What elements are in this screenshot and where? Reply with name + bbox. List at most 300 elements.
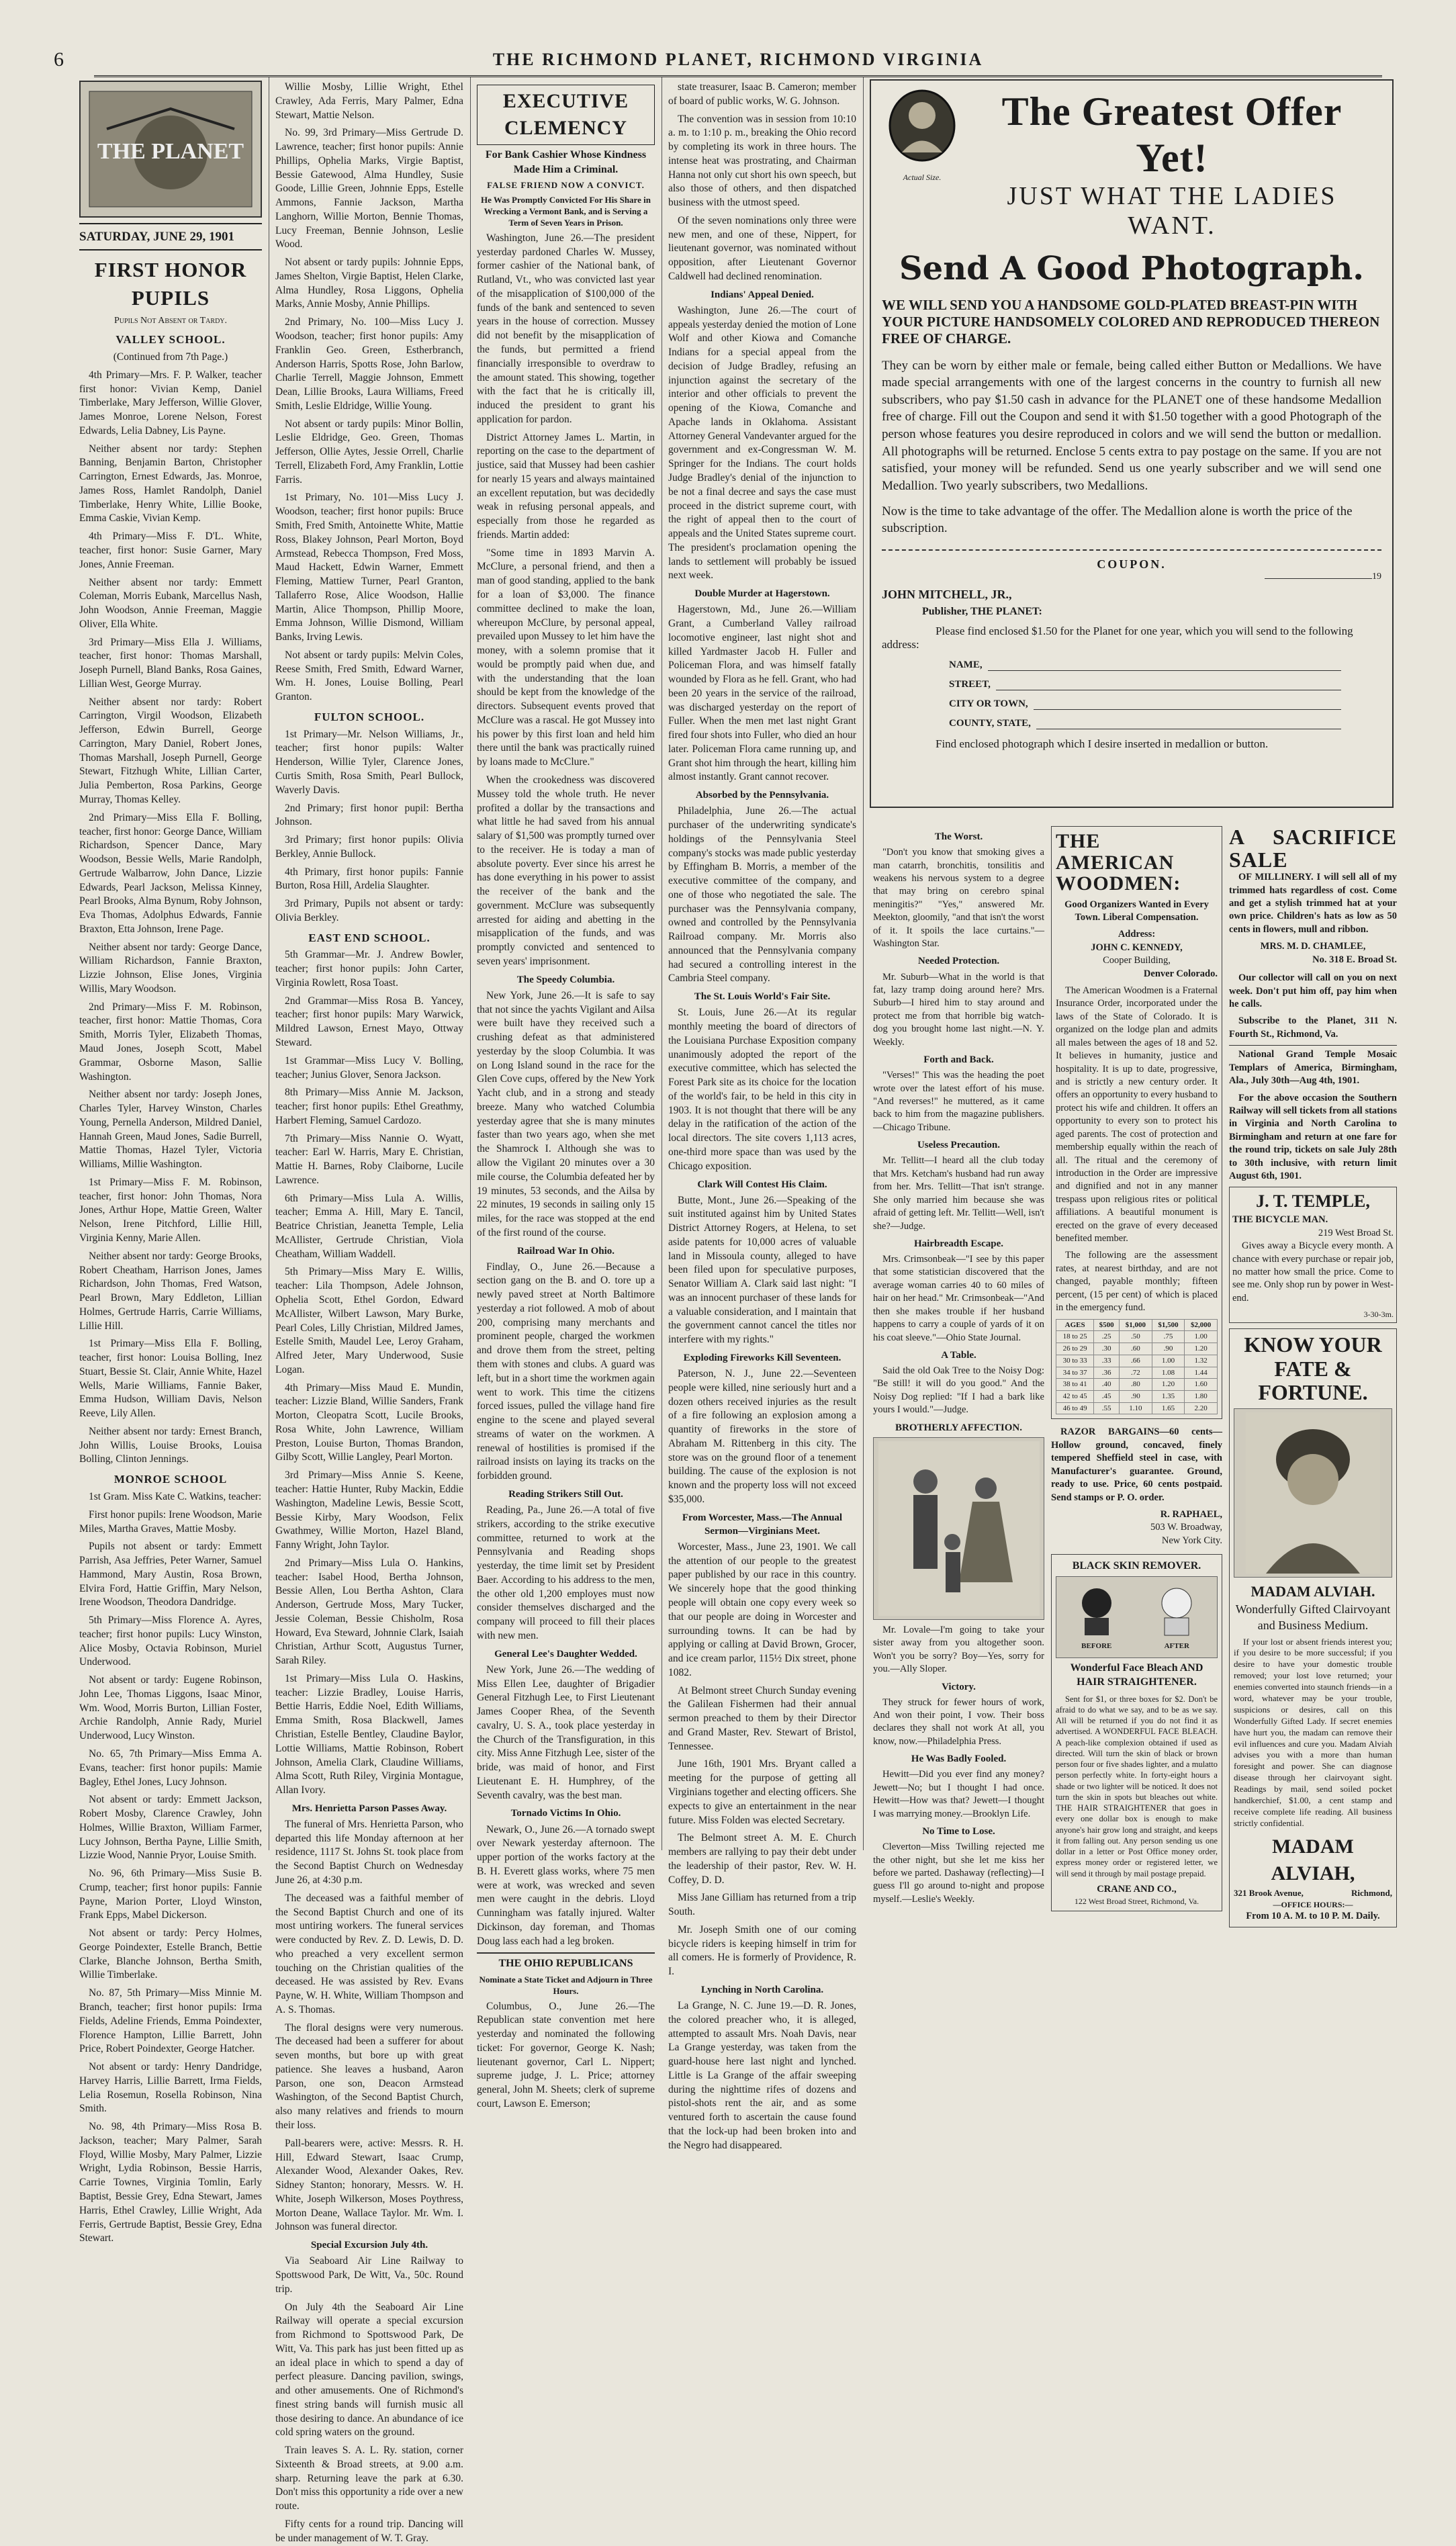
article-paragraph: Columbus, O., June 26.—The Republican state convention met here yesterday and nominated the following ticket: For governor, George K. Nash; lieutenant governor, Carl L. Nippert; supreme judge, J. L. Price; attorney general, John M. Sheets; clerk of supreme court, Lawson E. Emerson; [477, 2000, 655, 2109]
honor-paragraph: Not absent or tardy: Emmett Jackson, Robert Mosby, Clarence Crawley, John Holmes, Willie Braxton, William Farmer, Lucy Johnson, Bertha Payne, Lillie Smith, Lizzie Wood, Nannie Pryor, Louise Smith. [79, 1794, 262, 1862]
honor-paragraph: 8th Primary—Miss Annie M. Jackson, teacher; first honor pupils: Ethel Greathmy, Harbert Fleming, Samuel Cardozo. [275, 1087, 463, 1126]
honor-paragraph: 2nd Primary—Miss F. M. Robinson, teacher, first honor: Mattie Thomas, Cora Smith, Morris Tyler, Elizabeth Thomas, Maud Jones, Joseph Scott, Mabel Grammar, Osborne Mason, Sallie Washington. [79, 1001, 262, 1083]
article-paragraph: Pall-bearers were, active: Messrs. R. H. Hill, Edward Stewart, Isaac Crump, Alexander Wood, Alexander Oakes, Rev. Sidney Stanton; honorary, Messrs. W. H. White, Joseph Wilkerson, Moses Poythress, Morton Deane, Wallace Taylor. Mr. Wm. I. Johnson was funeral director. [275, 2137, 463, 2233]
coupon-field[interactable] [949, 718, 1341, 729]
article-paragraph: At Belmont street Church Sunday evening the Galilean Fishermen had their annual sermon preached to them by their Director and Grand Master, Rev. Stewart of Bristol, Tennessee. [668, 1684, 856, 1752]
honor-paragraph: 6th Primary—Miss Lula A. Willis, teacher; Emma A. Hill, Mary E. Tancil, Beatrice Christian, Jeanetta Temple, Lelia McAllister, Gertrude Christian, Viola Cheatham, William Waddell. [275, 1192, 463, 1260]
article-paragraph: Findlay, O., June 26.—Because a section gang on the B. and O. tore up a newly paved street at North Baltimore yesterday a riot followed. A mob of about 200, comprising many merchants and prominent people, charged the workmen and drove them from the street, pelting them with stones and clubs. A guard was left, but in a short time the workmen again went to work. This time the citizens forced issues, pulled the village hand fire engine to the scene and played several streams of water on the workmen. A renewal of hostilities is promised if the railroad insists on laying its tracks on the forbidden ground. [477, 1261, 655, 1482]
article-paragraph: "Some time in 1893 Marvin A. McClure, a personal friend, and then a man of good standing, applied to the bank for a loan of $3,000. The finance committee declined to make the loan, whereupon McClure, by personal appeal, prevailed upon Mussey to let him have the money, with a solemn promise that it would be promptly paid when due, and with the understanding that the loan should be kept from the knowledge of the directors. Subsequent events proved that McClure was a rascal. He got Mussey into his power by this first loan and held him there until the bank was practically ruined by loans made to McClure." [477, 547, 655, 768]
article-deck: FALSE FRIEND NOW A CONVICT. [487, 180, 645, 191]
rates-cell: .60 [1120, 1343, 1152, 1355]
honor-paragraph: 4th Primary—Miss F. D'L. White, teacher, first honor: Susie Garner, Mary Jones, Annie Freeman. [79, 531, 262, 570]
coupon-addressee: JOHN MITCHELL, JR., [882, 587, 1012, 601]
honor-paragraph: 1st Grammar—Miss Lucy V. Bolling, teacher; Junius Glover, Senora Jackson. [275, 1054, 463, 1081]
office-hours: From 10 A. M. to 10 P. M. Daily. [1246, 1910, 1380, 1921]
coupon-year: 19 [882, 572, 1381, 582]
honor-paragraph: No. 87, 5th Primary—Miss Minnie M. Branch, teacher; first honor pupils: Irma Fields, Adeline Friends, Emma Poindexter, Florence Hampton, Lillie Barrett, John Price, Robert Poindexter, George Hatcher. [79, 1987, 262, 2055]
article-paragraph: La Grange, N. C. June 19.—D. R. Jones, the colored preacher who, it is alleged, attempted to assault Mrs. Noah Davis, near La Grange yesterday, was taken from the guard-house here last night and lynched. Little is La Grange of the affair sweeping during the nighttime rifes of dozens and pistol-shots rent the air, and as some ventured forth to ascertain the cause found that the lock-up had been broken into and the Negro had disappeared. [668, 2000, 856, 2151]
honor-paragraph: 3rd Primary—Miss Annie S. Keene, teacher: Hattie Hunter, Ruby Mackin, Eddie Washington, Madeline Lewis, Bessie Scott, Bessie Kirby, Mary Woodson, Felix Gwathmey, Willie Morton, Hazel Bland, Fanny Wright, John Taylor. [275, 1469, 463, 1551]
article-title: Reading Strikers Still Out. [508, 1488, 623, 1500]
coupon-field-line[interactable] [988, 661, 1341, 671]
column-2 [275, 81, 463, 2544]
article-title: EXECUTIVE CLEMENCY [477, 85, 655, 145]
offer-advertisement [870, 79, 1394, 808]
medallion-illustration [882, 89, 962, 183]
honor-paragraph: 5th Grammar—Mr. J. Andrew Bowler, teacher; first honor pupils: John Carter, Virginia Rowlett, Rosa Toast. [275, 949, 463, 989]
article-body [668, 81, 856, 284]
rates-header-cell: $1,500 [1152, 1319, 1185, 1331]
page-number: 6 [54, 48, 64, 71]
before-after-illustration [1056, 1576, 1218, 1658]
rates-table [1056, 1319, 1218, 1415]
collector-notice: Our collector will call on you on next week. Don't put him off, pay him when he calls. [1229, 972, 1397, 1009]
after-label: AFTER [1164, 1641, 1189, 1650]
honor-paragraph: No. 65, 7th Primary—Miss Emma A. Evans, teacher: first honor pupils: Mamie Bagley, Ethel Jones, Lucy Johnson. [79, 1748, 262, 1788]
article-paragraph: St. Louis, June 26.—At its regular monthly meeting the board of directors of the Louisiana Purchase Exposition company unanimously adopted the report of the executive committee, which has selected the Forest Park site as its choice for the location of the world's fair, to be held in this city in 1903. It is not thought that there will be any delay in the ratification of the action of the local directors. The site covers 1,113 acres, one-third more space than was used by the Chicago exposition. [668, 1007, 856, 1172]
school-heading: MONROE SCHOOL [113, 1473, 228, 1486]
madam-name: MADAM ALVIAH. [1250, 1582, 1375, 1600]
article-paragraph: Reading, Pa., June 26.—A total of five strikers, according to the strike executive committee, returned to work at the Pennsylvania and Reading shops yesterday, the time limit set by President Baer. According to his address to the men, the other old 1,200 employes must now consider themselves discharged and the company will proceed to fill their places with new men. [477, 1504, 655, 1641]
rates-cell: 42 to 45 [1056, 1390, 1094, 1402]
honor-paragraph: Neither absent nor tardy: Ernest Branch, John Willis, Louise Brooks, Louisa Bolling, Clinton Jennings. [79, 1425, 262, 1465]
coupon-field[interactable] [949, 698, 1341, 710]
rates-cell: .66 [1120, 1355, 1152, 1367]
rates-cell: .36 [1094, 1367, 1120, 1379]
offer-title: The Greatest Offer Yet! [1001, 89, 1343, 180]
rates-header-cell: $2,000 [1185, 1319, 1218, 1331]
humor-title: Victory. [942, 1681, 976, 1692]
coupon-field-label: NAME, [949, 659, 983, 670]
paper-title: THE RICHMOND PLANET, RICHMOND VIRGINIA [492, 50, 984, 69]
honor-paragraph: 2nd Grammar—Miss Rosa B. Yancey, teacher; first honor pupils: Mary Warwick, Mildred Lawson, Ernest Mayo, Ottway Steward. [275, 995, 463, 1048]
fortune-body: If your lost or absent friends interest you; if you desire to be more successful; if you desire to have your domestic trouble removed; your lost love returned; your enemies converted into staunch friends—in a word, whatever may be your trouble, suspicions or desires, call on this Wonderfully Gifted Lady. If secret enemies have hurt you, the madam can remove their evil influences and cure you. Madam Alviah advises you with a more than human foresight and power. She can diagnose disease through her clairvoyant sight. Readings by mail, send soiled pocket handkerchief, $1.00, a cent stamp and receive complete life reading. All business strictly confidential. [1234, 1636, 1392, 1828]
razor-city: New York City. [1161, 1535, 1222, 1546]
rates-cell: 1.65 [1152, 1402, 1185, 1414]
humor-text: "Don't you know that smoking gives a man catarrh, bronchitis, tonsilitis and weakens his nervous system to a degree that may bring on cerebro spinal meningitis?" "Yes," answered Mr. Meekton, gloomily, "and that isn't the worst of it. It spoils the lace curtains."—Washington Star. [873, 847, 1044, 950]
rates-row [1056, 1379, 1218, 1391]
subscribe-notice: Subscribe to the Planet, 311 N. Fourth St., Richmond, Va. [1229, 1015, 1397, 1040]
honor-paragraph: 4th Primary—Mrs. F. P. Walker, teacher first honor: Vivian Kemp, Daniel Timberlake, Mary Jefferson, Willie Glover, James Monroe, Lorene Nelson, Forest Edwards, Lelia Dabney, Lis Payne. [79, 369, 262, 437]
rates-cell: 1.32 [1185, 1355, 1218, 1367]
rates-row [1056, 1343, 1218, 1355]
article-paragraph: Philadelphia, June 26.—The actual purchaser of the underwriting syndicate's holdings of the Pennsylvania Steel company's stocks was made public yesterday by Effingham B. Morris, a member of the executive committee of the company, and one of those who negotiated the sale. The purchaser was the Pennsylvania company, owned and controlled by the Pennsylvania Railroad company. Mr. Morris also announced that the Pennsylvania company had secured a controlling interest in the Cambria Steel company. [668, 805, 856, 985]
woodmen-address-label: Address: [1118, 929, 1156, 940]
honor-paragraph: 1st Gram. Miss Kate C. Watkins, teacher: [89, 1490, 262, 1502]
honor-paragraph: Neither absent nor tardy: Joseph Jones, Charles Tyler, Harvey Winston, Charles Young, Pernella Anderson, Mildred Daniel, Hannah Green, Maud Jones, Sadie Burrell, Mattie Thomas, Hazel Tyler, Victoria Williams, Millie Washington. [79, 1089, 262, 1171]
rates-row [1056, 1367, 1218, 1379]
rates-row [1056, 1402, 1218, 1414]
honor-list [275, 81, 463, 704]
article-title: Absorbed by the Pennsylvania. [695, 790, 829, 801]
honor-list [275, 728, 463, 925]
article-title: Double Murder at Hagerstown. [694, 588, 830, 600]
humor-title: No Time to Lose. [922, 1826, 995, 1837]
coupon-enclosed: Find enclosed photograph which I desire inserted in medallion or button. [936, 737, 1269, 750]
rates-cell: .72 [1120, 1367, 1152, 1379]
honor-paragraph: 7th Primary—Miss Nannie O. Wyatt, teacher: Earl W. Harris, Mary E. Christian, Mattie H. Barnes, Roby Claiborne, Lucile Lawrence. [275, 1132, 463, 1186]
temple-address: 219 West Broad St. [1318, 1227, 1394, 1238]
razor-advertisement: RAZOR BARGAINS—60 cents—Hollow ground, concaved, finely tempered Sheffield steel in case, with Manufacturer's guarantee. Ground, ready to use. Price, 60 cents postpaid. Send stamps or P. O. order. [1051, 1426, 1222, 1503]
offer-lead: WE WILL SEND YOU A HANDSOME GOLD-PLATED BREAST-PIN WITH YOUR PICTURE HANDSOMELY COLORED AND REPRODUCED THEREON FREE OF CHARGE. [882, 297, 1380, 347]
article-title: Exploding Fireworks Kill Seventeen. [683, 1353, 841, 1364]
coupon-field-label: CITY OR TOWN, [949, 698, 1028, 709]
planet-logo-icon [87, 89, 255, 210]
honor-paragraph: 3rd Primary—Miss Ella J. Williams, teacher, first honor: Thomas Marshall, Joseph Purnell, Bland Banks, Rosa Gaines, Lillian West, George Murray. [79, 636, 262, 690]
rates-cell: .33 [1094, 1355, 1120, 1367]
coupon-field-label: STREET, [949, 678, 991, 690]
honor-paragraph: 1st Primary—Miss Lula O. Haskins, teacher: Lizzie Bradley, Louise Harris, Bettie Harris, Eddie Noel, Edith Williams, Emma Smith, Rosa Blackwell, James Christian, Estelle Bentley, Claudine Baylor, Lottie Williams, Mattie Robinson, Robert Johnson, Amelia Clark, Claudine Williams, Alma Scott, Ruth Riley, Virginia Montague, Allan Ivory. [275, 1672, 463, 1797]
medallion-portrait-icon [885, 89, 959, 169]
woodmen-wanted: Good Organizers Wanted in Every Town. Liberal Compensation. [1064, 899, 1209, 923]
rates-cell: 1.35 [1152, 1390, 1185, 1402]
coupon-publisher: Publisher, THE PLANET: [922, 605, 1042, 617]
rates-cell: .75 [1152, 1331, 1185, 1343]
offer-subtitle: JUST WHAT THE LADIES WANT. [1007, 182, 1337, 240]
after-face-icon [1156, 1583, 1197, 1637]
bleach-advertisement [1051, 1554, 1222, 1911]
article-title: Mrs. Henrietta Parson Passes Away. [291, 1803, 447, 1814]
temple-shop: THE BICYCLE MAN. [1232, 1214, 1328, 1226]
article-body [668, 603, 856, 784]
humor-title: He Was Badly Fooled. [911, 1754, 1007, 1765]
fortune-advertisement [1229, 1328, 1397, 1927]
cartoon-caption: Mr. Lovale—I'm going to take your sister away from you altogether soon. Won't you be sorry? Boy—Yes, sorry for you.—Ally Sloper. [873, 1624, 1044, 1675]
humor-items [873, 1680, 1044, 1907]
article-paragraph: Washington, June 26.—The court of appeals yesterday denied the motion of Lone Wolf and other Kiowa and Comanche Indians for a special appeal from the decision of Judge Bradley, refusing an injunction against the secretary of the interior and other officials to prevent the opening of the Kiowa, Comanche and Apache lands in Oklahoma. Assistant Attorney General Vandevanter argued for the government and ex-Congressman W. M. Springer for the Indians. The court holds Judge Bradley's denial of the injunction to be not a final decree and says the case must proceed in the district supreme court, with the right of appeal then to the court of appeals and the United States supreme court. The president's proclamation opening the lands to settlement will probably be issued next week. [668, 304, 856, 582]
column-rule [470, 77, 471, 1850]
sale-body: OF MILLINERY. I will sell all of my trimmed hats regardless of cost. Come and get a stylish trimmed hat at your own price. Children's hats as low as 50 cents in flowers, mull and ribbon. [1229, 872, 1397, 935]
rates-cell: .25 [1094, 1331, 1120, 1343]
temple-name: J. T. TEMPLE, [1256, 1191, 1370, 1212]
rates-header-cell: $1,000 [1120, 1319, 1152, 1331]
rates-cell: .90 [1120, 1390, 1152, 1402]
article-paragraph: Via Seaboard Air Line Railway to Spottswood Park, De Witt, Va., 50c. Round trip. [275, 2255, 463, 2295]
honor-paragraph: First honor pupils: Irene Woodson, Marie Miles, Martha Graves, Mattie Mosby. [79, 1508, 262, 1535]
humor-text: Mr. Suburb—What in the world is that fat, lazy tramp doing around here? Mrs. Suburb—I hired him to stay around and protect me from that horrible big watch-dog you brought home last night.—N. Y. Weekly. [873, 971, 1044, 1048]
school-heading: EAST END SCHOOL. [308, 931, 430, 944]
school-heading: VALLEY SCHOOL. [116, 333, 226, 347]
article-title: From Worcester, Mass.—The Annual Sermon—Virginians Meet. [682, 1512, 843, 1537]
planet-masthead-logo [79, 81, 262, 218]
before-face-icon [1077, 1583, 1117, 1637]
offer-headline: Send A Good Photograph. [899, 250, 1364, 287]
bleach-product: Wonderful Face Bleach AND HAIR STRAIGHTENER. [1070, 1662, 1203, 1688]
humor-title: Hairbreadth Escape. [913, 1238, 1004, 1249]
actual-size-note: Actual Size. [903, 173, 942, 182]
column-rule [863, 77, 864, 1850]
article-body [668, 1999, 856, 2152]
rates-cell: 38 to 41 [1056, 1379, 1094, 1391]
office-hours-label: —OFFICE HOURS:— [1273, 1899, 1353, 1909]
humor-text: They struck for fewer hours of work, And won their point, I vow. Their boss declares they shall not work At all, you know, now.—Philadelphia Press. [873, 1696, 1044, 1747]
article-paragraph: New York, June 26.—It is safe to say that not since the yachts Vigilant and Ailsa were built have they received such a crushing defeat as that administered yesterday by the sloop Columbia. It was on Long Island sound in the race for the Glen Cove cups, offered by the New York Yacht club, and in a strong and steady breeze. Many who watched Columbia yesterday agree that she is many minutes faster than two years ago, when she met the Shamrock I. Although she was to allow the Vigilant 20 minutes over a 30 mile course, the Columbia defeated her by 19 minutes, 53 seconds, and the Ailsa by 22 minutes, 19 seconds in sailing only 15 miles, for the race was stopped at the end of the first round of the course. [477, 989, 655, 1238]
bleach-body: Sent for $1, or three boxes for $2. Don't be afraid to do what we say, and to be as we say. All will be returned if you do not find it as advertised. A WONDERFUL FACE BLEACH. A peach-like complexion obtained if used as directed. Will turn the skin of black or brown person four or five shades lighter, and a mulatto person perfectly white. In forty-eight hours a shade or two lighter will be noticed. It does not turn the skin in spots but bleaches out white. THE HAIR STRAIGHTENER that goes in every one dollar box is enough to make anyone's hair grow long and straight, and keeps it from falling out. Any person sending us one dollar in a letter or Post Office money order, express money order or registered letter, we will send it through by mail postage prepaid. [1056, 1694, 1218, 1878]
article-paragraph: Fifty cents for a round trip. Dancing will be under management of W. T. Gray. [275, 2518, 463, 2544]
humor-text: Mrs. Crimsonbeak—"I see by this paper that some statistician discovered that the average woman carries 40 to 60 miles of hair on her head." Mr. Crimsonbeak—"And then she makes trouble if her husband happens to carry a couple of yards of it on his coat sleeve."—Ohio State Journal. [873, 1254, 1044, 1343]
coupon-please: Please find enclosed $1.50 for the Planet for one year, which you will send to the following address: [882, 624, 1353, 651]
rates-row [1056, 1331, 1218, 1343]
madam-portrait [1234, 1408, 1392, 1578]
article-paragraph: Hagerstown, Md., June 26.—William Grant, a Cumberland Valley railroad locomotive engineer, last night shot and killed Yardmaster Jacob H. Fuller and Policeman Flora, and was himself fatally wounded by Flora as he fell. Grant, who had been 20 years in the service of the railroad, was discharged yesterday on the report of Fuller. When the men met last night Grant fired four shots into Fuller, who died an hour later. Policeman Flora came running up, and Grant shot him through the heart, killing him almost instantly. Grant cannot recover. [668, 604, 856, 783]
coupon[interactable] [882, 549, 1381, 751]
coupon-field-line[interactable] [1036, 719, 1341, 729]
cartoon-figures-icon [878, 1441, 1040, 1616]
coupon-field[interactable] [949, 679, 1341, 690]
column-4 [668, 81, 856, 2151]
article-title: Clark Will Contest His Claim. [697, 1179, 827, 1190]
madam-tagline: Wonderfully Gifted Clairvoyant and Business Medium. [1235, 1602, 1391, 1633]
rates-cell: 30 to 33 [1056, 1355, 1094, 1367]
railway-notice: For the above occasion the Southern Railway will sell tickets from all stations in Virginia and North Carolina to Birmingham and return at one fare for the round trip, tickets on sale July 28th to 30th inclusive, with return limit August 6th, 1901. [1229, 1092, 1397, 1182]
rates-cell: 1.44 [1185, 1367, 1218, 1379]
honor-paragraph: Neither absent nor tardy: Emmett Coleman, Morris Eubank, Marcellus Nash, John Woodson, Annie Freeman, Maggie Oliver, Ella White. [79, 576, 262, 630]
article-paragraph: Miss Jane Gilliam has returned from a trip South. [668, 1892, 856, 1918]
before-label: BEFORE [1081, 1641, 1112, 1650]
column-1 [79, 81, 262, 2244]
humor-text: "Verses!" This was the heading the poet wrote over the latest effort of his muse. "And reverses!" he muttered, as it came back to him from the magazine publishers.—Chicago Tribune. [873, 1070, 1044, 1133]
honor-paragraph: No. 96, 6th Primary—Miss Susie B. Crump, teacher; first honor pupils: Fannie Payne, Marion Porter, Lloyd Winston, Frank Epps, Mabel Dickerson. [79, 1868, 262, 1921]
article-body [668, 1541, 856, 1979]
rates-cell: .55 [1094, 1402, 1120, 1414]
article-paragraph: The convention was in session from 10:10 a. m. to 1:10 p. m., breaking the Ohio record by completing its work in three hours. The intense heat was prostrating, and Chairman Hanna not only cut short his own speech, but also those of others, and then dispatched business with the utmost speed. [668, 113, 856, 209]
coupon-field[interactable] [949, 660, 1341, 671]
honor-paragraph: 3rd Primary; first honor pupils: Olivia Berkley, Annie Bullock. [275, 834, 463, 860]
honor-paragraph: 2nd Primary—Miss Ella F. Bolling, teacher, first honor: George Dance, William Richardson, Spencer Dance, Mary Woodson, Bessie Wells, Marie Randolph, Gertrude Walbarrow, John Dance, Lizzie Edwards, Pearl Jackson, Melissa Kinney, Pearl Brooks, Alma Bynum, Roby Johnson, Eva Thomas, Adolphus Edwards, Fannie Braxton, Etta Johnson, Irene Page. [79, 811, 262, 935]
article-paragraph: The Belmont street A. M. E. Church members are rallying to pay their debt under the leadership of their pastor, Rev. W. H. Coffey, D. D. [668, 1832, 856, 1886]
honor-list [79, 369, 262, 1467]
woodmen-title: THE AMERICAN WOODMEN: [1056, 830, 1181, 895]
honor-paragraph: Not absent or tardy: Percy Holmes, George Poindexter, Estelle Branch, Bettie Clarke, Blanche Johnson, Bertha Smith, Willie Timberlake. [79, 1927, 262, 1981]
rates-cell: 34 to 37 [1056, 1367, 1094, 1379]
article-body [668, 1006, 856, 1173]
honor-paragraph: Not absent or tardy: Henry Dandridge, Harvey Harris, Lillie Barrett, Irma Fields, Lelia Rosemun, Rosella Robinson, Nina Smith. [79, 2061, 262, 2115]
coupon-field-line[interactable] [1034, 700, 1341, 710]
offer-body: They can be worn by either male or female, being called either Button or Medallions. We have made special arrangements with one of the largest concerns in the country to furnish all new subscribers, who pay $1.50 cash in advance for the PLANET one of these handsome Medallion free of charge. Fill out the Coupon and send it with $1.50 together with a good Photograph of the person whose features you desire reproduced in colors and we will send the button or medallion. All photographs will be returned. Enclose 5 cents extra to pay postage on the same. If you are not satisfied, your money will be refunded. Send us one yearly subscriber and we will send one Medallion. Two yearly subscribers, two Medallions. [882, 358, 1381, 494]
article-paragraph: Paterson, N. J., June 22.—Seventeen people were killed, nine seriously hurt and a dozen others received injuries as the result of a fire following an explosion among a quantity of fireworks in the store of Abraham M. Rittenberg in this city. The store was on the ground floor of a tenement building. The cause of the explosion is not known and the property loss will not exceed $35,000. [668, 1368, 856, 1505]
article-title: THE OHIO REPUBLICANS [477, 1952, 655, 1970]
bleach-maker-address: 122 West Broad Street, Richmond, Va. [1074, 1897, 1199, 1907]
humor-title: Useless Precaution. [917, 1140, 1001, 1151]
honor-paragraph: Neither absent nor tardy: George Dance, William Richardson, Fannie Braxton, Lizzie Johnson, Elise Jones, Virginia Willis, Mary Woodson. [79, 941, 262, 995]
honor-paragraph: 4th Primary—Miss Maud E. Mundin, teacher: Lizzie Bland, Willie Sanders, Frank Morton, Cleopatra Scott, Lucile Brooks, Rosa White, John Lawrence, William Preston, Louise Burton, Thomas Brandon, Gilby Scott, Willie Langley, Pearl Morton. [275, 1381, 463, 1463]
sale-name: MRS. M. D. CHAMLEE, [1260, 941, 1366, 952]
article-body [668, 1194, 856, 1347]
article-body [477, 1261, 655, 1484]
continued-note: (Continued from 7th Page.) [113, 351, 228, 363]
honor-paragraph: 2nd Primary—Miss Lula O. Hankins, teacher: Isabel Hood, Bertha Johnson, Bessie Allen, Lou Bertha Ashton, Clara Anderson, Gertrude Moss, Mary Tucker, Jessie Coleman, Bessie Chisholm, Rosa Howard, Eva Steward, Johnnie Clark, Isaiah Christian, Arthur Scott, Augustus Turner, Sarah Riley. [275, 1557, 463, 1667]
rates-cell: 46 to 49 [1056, 1402, 1094, 1414]
article-paragraph: When the crookedness was discovered Mussey told the whole truth. He never profited a dollar by the transactions and what little he had saved from his annual salary of $1,500 was promptly turned over to the receiver. He is today a man of absolute poverty. Ever since his arrest he has done everything in his power to assist the receiver of the bank and the government. McClure was subsequently arrested for aiding and abetting in the misapplication of the funds, and was promptly convicted and sentenced to seven years' imprisonment. [477, 774, 655, 967]
right-ads-column [1229, 825, 1397, 1921]
logo-text: THE PLANET [97, 139, 244, 164]
article-paragraph: New York, June 26.—The wedding of Miss Ellen Lee, daughter of Brigadier General Fitzhugh Lee, to First Lieutenant James Cooper Rhea, of the Seventh cavalry, U. S. A., took place yesterday in the Church of the Transfiguration, in this city. Miss Anne Fitzhugh Lee, sister of the bride, was maid of honor, and First Lieutenant E. H. Humphrey, of the Seventh cavalry, was the best man. [477, 1664, 655, 1801]
rates-row [1056, 1355, 1218, 1367]
sale-address: No. 318 E. Broad St. [1312, 954, 1397, 965]
honor-paragraph: 1st Primary—Miss F. M. Robinson, teacher, first honor: John Thomas, Nora Jones, Arthur Hope, Mattie Green, Walter Nelson, Irene Pitchford, Lillie Hill, Virginia Kenny, Marie Allen. [79, 1176, 262, 1244]
woodmen-contact: JOHN C. KENNEDY, [1091, 942, 1183, 953]
cartoon-illustration [873, 1437, 1044, 1620]
temple-code: 3-30-3m. [1363, 1310, 1394, 1320]
article-paragraph: District Attorney James L. Martin, in reporting on the case to the department of justice, said that Mussey had been cashier for nearly 15 years and always maintained an excellent reputation, but was decidedly weak in refusing personal appeals, and especially from those he regarded as friends. Martin added: [477, 431, 655, 541]
article-deck: He Was Promptly Convicted For His Share in Wrecking a Vermont Bank, and is Serving a Term of Seven Years in Prison. [481, 194, 651, 228]
article-body [477, 1664, 655, 1803]
article-paragraph: Butte, Mont., June 26.—Speaking of the suit instituted against him by United States District Attorney Rogers, at Helena, to set aside patents for 10,000 acres of valuable land in Missoula county, alleged to have been filed upon for speculative purposes, Senator William A. Clark said last night: "I was an innocent purchaser of these lands for a valuable consideration, and I maintain that the government cannot cancel the titles nor interfere with my rights." [668, 1194, 856, 1346]
temple-notice: National Grand Temple Mosaic Templars of America, Birmingham, Ala., July 30th—Aug 4th, 1901. [1229, 1045, 1397, 1087]
article-deck: Nominate a State Ticket and Adjourn in Three Hours. [479, 1974, 653, 1997]
rates-row [1056, 1390, 1218, 1402]
article-deck: For Bank Cashier Whose Kindness Made Him a Criminal. [485, 149, 647, 175]
rates-cell: 1.80 [1185, 1390, 1218, 1402]
honor-paragraph: Willie Mosby, Lillie Wright, Ethel Crawley, Ada Ferris, Mary Palmer, Edna Stewart, Mattie Nelson. [275, 81, 463, 121]
article-paragraph: The deceased was a faithful member of the Second Baptist Church and one of its most untiring workers. The funeral services were conducted by Rev. Z. D. Lewis, D. D. who preached a very excellent sermon touching on the Christian qualities of the deceased. He was assisted by Rev. Evans Payne, W. H. White, William Thompson and A. S. Thomas. [275, 1892, 463, 2015]
humor-title: Needed Protection. [917, 956, 1000, 967]
page-header [54, 42, 1382, 77]
honor-paragraph: 1st Primary, No. 101—Miss Lucy J. Woodson, teacher; first honor pupils: Bruce Smith, Fred Smith, Antoinette White, Mattie Ross, Blakey Johnson, Pearl Morton, Boyd Armstead, Rebecca Thompson, Fred Moss, Maud Hackett, Edwin Warner, Emmett Fleming, Mattiew Turner, Pearl Granton, Tallaferro Rose, Alice Woodson, Hallie Martin, Alice Thompson, Phillip Moore, Emma Johnson, Willie Dismond, William Banks, Irving Lewis. [275, 492, 463, 643]
rates-cell: 1.00 [1185, 1331, 1218, 1343]
rates-cell: .40 [1094, 1379, 1120, 1391]
rates-cell: 1.20 [1185, 1343, 1218, 1355]
honor-paragraph: 2nd Primary; first honor pupil: Bertha Johnson. [275, 802, 463, 828]
honor-paragraph: 5th Primary—Miss Florence A. Ayres, teacher; first honor pupils: Lucy Winston, Alice Mosby, Octavia Robinson, Muriel Underwood. [79, 1615, 262, 1668]
honor-paragraph: 2nd Primary, No. 100—Miss Lucy J. Woodson, teacher; first honor pupils: Amy Franklin Geo. Green, Estherbranch, Anderson Harris, Spotts Rose, John Barlow, Charlie Terrell, Maggie Johnson, Emmett Dean, Lillie Brooks, Laura Williams, Freed Smith, Leslie Eldridge, Willie Young. [275, 316, 463, 412]
rates-header-cell: $500 [1094, 1319, 1120, 1331]
bleach-maker: CRANE AND CO., [1097, 1883, 1177, 1895]
article-paragraph: Of the seven nominations only three were new men, and one of these, Nippert, for lieutenant governor, was nominated without opposition, after Lieutenant Governor Caldwell had declined renomination. [668, 214, 856, 282]
humor-title: The Worst. [934, 831, 983, 842]
temple-body: Gives away a Bicycle every month. A chance with every purchase or repair job, no matter how small the price. Come to see me. Only shop run by power in West-end. [1232, 1240, 1394, 1304]
woodmen-body: The American Woodmen is a Fraternal Insurance Order, incorporated under the laws of the State of Colorado. It is organized on the lodge plan and admits all males between the ages of 18 and 52. It believes in humanity, justice and hospitality. It is up to date, progressive, and is strictly a new century order. It offers an opportunity to every husband to protect his wife and children. It offers an opportunity to every son to protect his aged parents. The cost of protection and membership equally within the reach of all. The ritual and the ceremony of introduction in the Order are impressive and dignified and not in any manner trespass upon religious rites or political affiliations. A beautiful monument is erected on the grave of every deceased benefited member. [1056, 985, 1218, 1244]
cartoon-title: BROTHERLY AFFECTION. [895, 1422, 1022, 1433]
rates-cell: 1.00 [1152, 1355, 1185, 1367]
honor-paragraph: 3rd Primary, Pupils not absent or tardy: Olivia Berkley. [275, 898, 463, 923]
article-paragraph: Worcester, Mass., June 23, 1901. We call the attention of our people to the greatest paper published by our race in this country. We sincerely hope that the good thinking people will obtain one copy every week so that our people are doing in Worcester and surrounding towns. It can be had by applying or calling at David Brown, Grocer, and ice cream parlor, 115½ Dix street, phone 1082. [668, 1541, 856, 1678]
honor-list [275, 948, 463, 1797]
rates-body [1056, 1331, 1218, 1414]
humor-column [873, 826, 1044, 1905]
honor-paragraph: No. 98, 4th Primary—Miss Rosa B. Jackson, teacher; Mary Palmer, Sarah Floyd, Willie Mosby, Mary Palmer, Lizzie Wright, Lydia Robinson, Bessie Harris, Carrie Townes, Virginia Tomlin, Early Baptist, Bessie Grey, Edna Stewart, James Harris, Ethel Crawley, Lillie Wright, Ada Ferris, Gertrude Baptist, Bessie Grey, Edna Stewart. [79, 2121, 262, 2244]
honor-list [79, 1490, 262, 2246]
rates-cell: .45 [1094, 1390, 1120, 1402]
bleach-title: BLACK SKIN REMOVER. [1072, 1560, 1201, 1572]
humor-text: Mr. Tellitt—I heard all the club today that Mrs. Ketcham's husband had run away from her. Mrs. Tellitt—That isn't strange. She only married him because she was afraid of getting left. Mr. Tellitt—Well, isn't she?—Judge. [873, 1155, 1044, 1232]
article-title: Indians' Appeal Denied. [711, 289, 814, 300]
article-paragraph: Washington, June 26.—The president yesterday pardoned Charles W. Mussey, former cashier of the National bank, of Rutland, Vt., who was convicted last year of the misapplication of $100,000 of the funds of the bank and sentenced to seven years in the house of correction. Mussey did not benefit by the misapplication of the funds, but permitted a friend financially irresponsible to overdraw to the amount stated. This showing, together with the fact that he is critically ill, induced the president to grant his application for pardon. [477, 232, 655, 425]
humor-items [873, 830, 1044, 1417]
sale-title: A SACRIFICE SALE [1229, 825, 1397, 872]
humor-text: Cleverton—Miss Twilling rejected me the other night, but she let me kiss her before we parted. Dashaway (reflecting)—I guess I'll go around to-night and propose myself.—Leslie's Weekly. [873, 1842, 1044, 1905]
article-paragraph: Mr. Joseph Smith one of our coming bicycle riders is keeping himself in trim for all comers. He is formerly of Providence, R. I. [668, 1923, 856, 1978]
article-body [275, 2255, 463, 2545]
article-paragraph: state treasurer, Isaac B. Cameron; member of board of public works, W. G. Johnson. [668, 81, 856, 107]
honor-paragraph: Not absent or tardy pupils: Melvin Coles, Reese Smith, Fred Smith, Edward Warner, Wm. H. Jones, Louise Bolling, Pearl Granton. [275, 649, 463, 703]
honor-paragraph: Neither absent nor tardy: George Brooks, Robert Cheatham, Harrison Jones, James Richardson, John Thomas, Fred Watson, Pearl Brown, Mary Eddleton, Lillian Holmes, Gertrude Harris, Carrie Williams, Lillie Hill. [79, 1250, 262, 1332]
honor-paragraph: Neither absent nor tardy: Robert Carrington, Virgil Woodson, Elizabeth Jefferson, Edwin Burrell, George Carrington, Mary Daniel, Robert Jones, Thomas Marshall, Joseph Purnell, George Stewart, Fitzhugh White, Lillian Carter, Julia Pemberton, Rosa Parkins, George Murray, Thomas Kelley. [79, 696, 262, 805]
rates-cell: .50 [1120, 1331, 1152, 1343]
rates-cell: 1.60 [1185, 1379, 1218, 1391]
rates-cell: 1.08 [1152, 1367, 1185, 1379]
temple-advertisement [1229, 1187, 1397, 1323]
article-paragraph: Newark, O., June 26.—A tornado swept over Newark yesterday afternoon. The upper portion of the works factory at the B. H. Everett glass works, where 75 men were at work, was wrecked and seven men were caught in the debris. Lloyd Cunningham was fatally injured. Walter Dickinson, day foreman, and Thomas Doug lass each had a leg broken. [477, 1823, 655, 1947]
article-title: Railroad War In Ohio. [516, 1245, 615, 1257]
honor-paragraph: 1st Primary—Miss Ella F. Bolling, teacher, first honor: Louisa Bolling, Inez Stuart, Bessie St. Clair, Annie White, Hazel Wells, Marie Williams, Fannie Baker, Emma Hudson, William Davis, Nelson Reeve, Lily Allen. [79, 1338, 262, 1420]
honor-paragraph: 1st Primary—Mr. Nelson Williams, Jr., teacher; first honor pupils: Walter Henderson, Willie Tyler, Clarence Jones, Curtis Smith, Rosa Smith, Pearl Bullock, Waverly Davis. [275, 728, 463, 796]
woodmen-advertisement [1051, 826, 1222, 1419]
rates-cell: .90 [1152, 1343, 1185, 1355]
rates-cell: 26 to 29 [1056, 1343, 1094, 1355]
coupon-title: COUPON. [1097, 557, 1167, 571]
column-3 [477, 81, 655, 2109]
honor-paragraph: Pupils not absent or tardy: Emmett Parrish, Asa Jeffries, Peter Warner, Samuel Hammond, Mary Austin, Rosa Brown, Elvira Ford, Hattie Griffin, Mary Nelson, Irene Woodson, Theodora Dandridge. [79, 1541, 262, 1608]
coupon-fields [949, 660, 1341, 729]
article-body [668, 805, 856, 986]
article-title: Tornado Victims In Ohio. [510, 1808, 621, 1819]
article-paragraph: June 16th, 1901 Mrs. Bryant called a meeting for the purpose of getting all Virginians together and electing officers. She expects to give an entertainment in the near future. Miss Folden was elected Secretary. [668, 1758, 856, 1826]
rates-cell: .30 [1094, 1343, 1120, 1355]
article-paragraph: The funeral of Mrs. Henrietta Parson, who departed this life Monday afternoon at her residence, 1117 St. Johns St. took place from the Second Baptist Church on Wednesday June 26, at 4:30 p.m. [275, 1818, 463, 1886]
article-body [477, 1504, 655, 1643]
rates-header-row [1056, 1319, 1218, 1331]
rates-cell: .80 [1120, 1379, 1152, 1391]
issue-date: SATURDAY, JUNE 29, 1901 [79, 223, 262, 251]
honor-paragraph: 5th Primary—Miss Mary E. Willis, teacher: Lila Thompson, Adele Johnson, Ophelia Scott, Ethel Gordon, Edward McAllister, Wilbert Lawson, Mary Burke, Pearl Coles, Lilly Christian, Mildred James, Estelle Smith, Maudel Lee, Leroy Graham, Alfred Jeter, Mary Underwood, Susie Logan. [275, 1266, 463, 1375]
article-body [477, 232, 655, 969]
razor-seller: R. RAPHAEL, [1160, 1508, 1222, 1520]
razor-address: 503 W. Broadway, [1150, 1522, 1222, 1533]
article-title: General Lee's Daughter Wedded. [494, 1648, 637, 1660]
article-paragraph: Train leaves S. A. L. Ry. station, corner Sixteenth & Broad streets, at 9.00 a.m. sharp. Returning leave the park at 6.30. Don't miss this opportunity a ride over a new route. [275, 2445, 463, 2512]
article-title: The St. Louis World's Fair Site. [694, 991, 831, 1003]
madam-city: Richmond, [1351, 1888, 1392, 1899]
ads-column [1051, 826, 1222, 1907]
article-body [477, 1823, 655, 1949]
honor-subtitle: Pupils Not Absent or Tardy. [113, 315, 228, 326]
coupon-field-label: COUNTY, STATE, [949, 717, 1031, 729]
article-body [668, 304, 856, 583]
rates-cell: 18 to 25 [1056, 1331, 1094, 1343]
article-body [668, 1367, 856, 1507]
portrait-woman-icon [1246, 1412, 1380, 1574]
humor-title: A Table. [941, 1349, 976, 1361]
humor-text: Hewitt—Did you ever find any money? Jewett—No; but I thought I had once. Hewitt—How was that? Jewett—I thought I was marrying money.—Brooklyn Life. [873, 1769, 1044, 1819]
honor-paragraph: Not absent or tardy pupils: Minor Bollin, Leslie Eldridge, Geo. Green, Thomas Jefferson, Ollie Aytes, Jessie Orrell, Charlie Terrell, Elizabeth Ford, Amy Franklin, Lottie Farris. [275, 418, 463, 486]
humor-title: Forth and Back. [923, 1054, 994, 1066]
woodmen-rates-intro: The following are the assessment rates, at nearest birthday, and are not changed, payable monthly; fifteen percent, (15 per cent) of which is placed in the emergency fund. [1056, 1250, 1218, 1314]
rates-cell: 1.10 [1120, 1402, 1152, 1414]
honor-paragraph: Not absent or tardy pupils: Johnnie Epps, James Shelton, Virgie Baptist, Helen Clarke, Alma Hundley, Rosa Liggons, Ophelia Marks, Annie Mosby, Annie Phillips. [275, 257, 463, 310]
article-body [477, 2000, 655, 2111]
humor-text: Said the old Oak Tree to the Noisy Dog: "Be still! it will do you good." And the Noisy Dog replied: "If I had a bark like yours I would."—Judge. [873, 1365, 1044, 1416]
article-title: Special Excursion July 4th. [310, 2240, 428, 2251]
madam-address: 321 Brook Avenue, [1234, 1888, 1304, 1899]
woodmen-building: Cooper Building, [1103, 955, 1171, 966]
article-body [275, 1818, 463, 2234]
honor-paragraph: Neither absent nor tardy: Stephen Banning, Benjamin Barton, Christopher Carrington, Ernest Edwards, Jas. Monroe, James Ross, Hamlet Randolph, Daniel Timberlake, Henry White, Lillie Booke, Emma Caskie, Vivian Kemp. [79, 443, 262, 525]
honor-paragraph: No. 99, 3rd Primary—Miss Gertrude D. Lawrence, teacher; first honor pupils: Annie Phillips, Ophelia Marks, Virgie Baptist, Bessie Gatewood, Alma Hundley, Susie Goode, Lillie Green, Johnnie Epps, Estelle Ammons, Fannie Jackson, Martha Langhorn, Willie Morton, Bennie Thomas, Lucy Freeman, Bennie Johnson, Leslie Wood. [275, 127, 463, 251]
madam-name-large: MADAM ALVIAH, [1271, 1835, 1355, 1884]
honor-paragraph: 4th Primary, first honor pupils: Fannie Burton, Rosa Hill, Ardelia Slaughter. [275, 866, 463, 892]
article-title: Lynching in North Carolina. [700, 1984, 824, 1995]
article-title: The Speedy Columbia. [516, 974, 615, 985]
school-heading: FULTON SCHOOL. [314, 710, 425, 723]
rates-header-cell: AGES [1056, 1319, 1094, 1331]
coupon-field-line[interactable] [996, 680, 1341, 690]
article-paragraph: On July 4th the Seaboard Air Line Railway will operate a special excursion from Richmond to Spottswood Park, De Witt, Va. This park has just been fitted up as an ideal place in which to spend a day of perfect pleasure. Dancing pavilion, swings, and other amusements. One of Richmond's finest string bands will furnish music all those desiring to dance. An abundance of ice cold spring waters on the ground. [275, 2301, 463, 2439]
fortune-title: KNOW YOUR FATE & FORTUNE. [1244, 1332, 1382, 1404]
article-body [477, 989, 655, 1240]
honor-paragraph: Not absent or tardy: Eugene Robinson, John Lee, Thomas Liggons, Isaac Minor, Wm. Wood, Morris Burton, Lillian Foster, Archie Randolph, Annie Rady, Muriel Underwood, Lucy Winston. [79, 1674, 262, 1742]
rates-cell: 2.20 [1185, 1402, 1218, 1414]
honor-title: FIRST HONOR PUPILS [94, 258, 247, 310]
